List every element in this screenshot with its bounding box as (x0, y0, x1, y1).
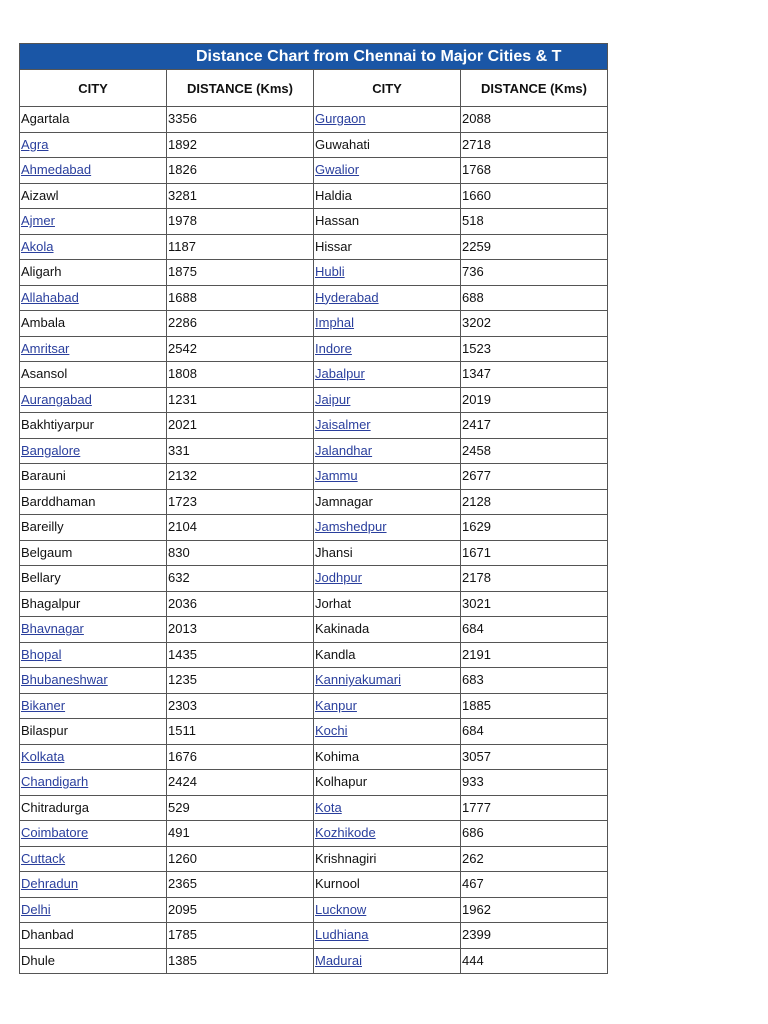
city-link[interactable]: Amritsar (21, 340, 70, 356)
distance-cell-left: 1435 (167, 642, 314, 668)
table-row (20, 642, 608, 668)
city-link[interactable]: Kolkata (21, 748, 65, 764)
table-row (20, 719, 608, 745)
table-body (20, 107, 608, 974)
distance-cell-right: 2259 (461, 234, 608, 260)
city-link[interactable]: Lucknow (315, 901, 367, 917)
distance-cell-right: 1347 (461, 362, 608, 388)
city-link[interactable]: Allahabad (21, 289, 79, 305)
city-cell-left: Aligarh (20, 260, 167, 286)
distance-cell-left: 1723 (167, 489, 314, 515)
city-cell-left (20, 668, 167, 694)
distance-table (19, 69, 608, 974)
distance-cell-right: 444 (461, 948, 608, 974)
distance-cell-right: 2128 (461, 489, 608, 515)
distance-cell-left: 1826 (167, 158, 314, 184)
city-cell-right (314, 719, 461, 745)
distance-cell-left: 1676 (167, 744, 314, 770)
sheet-title: Distance Chart from Chennai to Major Cities & T (19, 43, 608, 69)
distance-cell-left: 632 (167, 566, 314, 592)
city-cell-left: Ambala (20, 311, 167, 337)
city-cell-right (314, 413, 461, 439)
city-link[interactable]: Hubli (315, 264, 345, 280)
distance-cell-left: 2013 (167, 617, 314, 643)
table-row (20, 107, 608, 133)
city-link[interactable]: Bhubaneshwar (21, 672, 108, 688)
city-cell-right: Krishnagiri (314, 846, 461, 872)
city-cell-right: Jamnagar (314, 489, 461, 515)
table-row (20, 693, 608, 719)
city-link[interactable]: Jamshedpur (315, 519, 387, 535)
distance-cell-left: 830 (167, 540, 314, 566)
distance-cell-right: 1671 (461, 540, 608, 566)
city-link[interactable]: Bikaner (21, 697, 66, 713)
table-row (20, 260, 608, 286)
city-cell-left (20, 438, 167, 464)
city-cell-right: Kakinada (314, 617, 461, 643)
city-cell-right (314, 923, 461, 949)
distance-cell-right: 518 (461, 209, 608, 235)
distance-cell-left: 2424 (167, 770, 314, 796)
table-row (20, 795, 608, 821)
city-cell-right (314, 438, 461, 464)
city-link[interactable]: Coimbatore (21, 825, 89, 841)
distance-cell-right: 2178 (461, 566, 608, 592)
distance-cell-right: 3202 (461, 311, 608, 337)
distance-cell-right: 1523 (461, 336, 608, 362)
table-row (20, 387, 608, 413)
city-cell-right (314, 515, 461, 541)
city-link[interactable]: Hyderabad (315, 289, 379, 305)
city-link[interactable]: Jabalpur (315, 366, 365, 382)
city-cell-left: Dhanbad (20, 923, 167, 949)
distance-cell-left: 1235 (167, 668, 314, 694)
city-link[interactable]: Kota (315, 799, 342, 815)
distance-cell-left: 491 (167, 821, 314, 847)
city-link[interactable]: Chandigarh (21, 774, 89, 790)
city-cell-left (20, 158, 167, 184)
city-link[interactable]: Akola (21, 238, 54, 254)
distance-cell-left: 2286 (167, 311, 314, 337)
city-cell-left (20, 387, 167, 413)
table-row (20, 872, 608, 898)
distance-cell-right: 2458 (461, 438, 608, 464)
table-row (20, 846, 608, 872)
city-cell-right: Kandla (314, 642, 461, 668)
city-link[interactable]: Gwalior (315, 162, 360, 178)
city-cell-right (314, 693, 461, 719)
distance-cell-left: 1785 (167, 923, 314, 949)
city-link[interactable]: Kozhikode (315, 825, 376, 841)
table-row (20, 897, 608, 923)
city-link[interactable]: Kanniyakumari (315, 672, 401, 688)
table-row (20, 489, 608, 515)
table-row (20, 158, 608, 184)
city-link[interactable]: Ahmedabad (21, 162, 92, 178)
distance-cell-right: 1885 (461, 693, 608, 719)
city-cell-right (314, 464, 461, 490)
table-row (20, 566, 608, 592)
city-cell-left (20, 693, 167, 719)
city-link[interactable]: Jaipur (315, 391, 351, 407)
distance-cell-left: 3281 (167, 183, 314, 209)
city-cell-right: Guwahati (314, 132, 461, 158)
distance-cell-left: 2021 (167, 413, 314, 439)
distance-cell-left: 1231 (167, 387, 314, 413)
table-row (20, 183, 608, 209)
distance-cell-right: 262 (461, 846, 608, 872)
distance-cell-right: 2088 (461, 107, 608, 133)
distance-cell-right: 688 (461, 285, 608, 311)
distance-cell-left: 1892 (167, 132, 314, 158)
table-row (20, 515, 608, 541)
city-link[interactable]: Ludhiana (315, 927, 369, 943)
distance-cell-right: 683 (461, 668, 608, 694)
distance-sheet (19, 43, 608, 974)
distance-cell-left: 1875 (167, 260, 314, 286)
city-link[interactable]: Madurai (315, 952, 362, 968)
city-cell-left (20, 770, 167, 796)
table-row (20, 209, 608, 235)
distance-cell-right: 686 (461, 821, 608, 847)
city-cell-left: Agartala (20, 107, 167, 133)
city-link[interactable]: Bhopal (21, 646, 62, 662)
city-cell-left (20, 846, 167, 872)
city-link[interactable]: Bangalore (21, 442, 81, 458)
distance-cell-right: 1768 (461, 158, 608, 184)
table-row (20, 744, 608, 770)
distance-cell-right: 684 (461, 719, 608, 745)
city-cell-left (20, 897, 167, 923)
city-cell-right: Kohima (314, 744, 461, 770)
city-cell-right (314, 158, 461, 184)
city-cell-right (314, 821, 461, 847)
header-row (20, 70, 608, 107)
table-row (20, 413, 608, 439)
city-cell-left (20, 336, 167, 362)
distance-cell-right: 2019 (461, 387, 608, 413)
distance-cell-left: 1511 (167, 719, 314, 745)
distance-cell-right: 736 (461, 260, 608, 286)
distance-cell-right: 2417 (461, 413, 608, 439)
table-row (20, 668, 608, 694)
city-link[interactable]: Bhavnagar (21, 621, 84, 637)
distance-cell-left: 2365 (167, 872, 314, 898)
city-link[interactable]: Agra (21, 136, 49, 152)
distance-cell-right: 467 (461, 872, 608, 898)
distance-cell-right: 933 (461, 770, 608, 796)
city-cell-right (314, 362, 461, 388)
city-cell-left: Asansol (20, 362, 167, 388)
table-row (20, 540, 608, 566)
city-cell-right: Kurnool (314, 872, 461, 898)
city-cell-left: Bellary (20, 566, 167, 592)
city-link[interactable]: Jodhpur (315, 570, 362, 586)
city-cell-left (20, 209, 167, 235)
distance-cell-left: 1187 (167, 234, 314, 260)
table-row (20, 770, 608, 796)
city-link[interactable]: Gurgaon (315, 111, 366, 127)
city-cell-left: Belgaum (20, 540, 167, 566)
distance-cell-left: 1978 (167, 209, 314, 235)
city-link[interactable]: Jalandhar (315, 442, 373, 458)
city-cell-left: Barauni (20, 464, 167, 490)
city-cell-left: Barddhaman (20, 489, 167, 515)
header-distance-left: DISTANCE (Kms) (167, 70, 314, 107)
distance-cell-right: 2718 (461, 132, 608, 158)
city-cell-left (20, 872, 167, 898)
distance-cell-right: 684 (461, 617, 608, 643)
table-row (20, 617, 608, 643)
city-link[interactable]: Ajmer (21, 213, 55, 229)
city-link[interactable]: Kanpur (315, 697, 357, 713)
city-link[interactable]: Jammu (315, 468, 358, 484)
city-cell-left: Chitradurga (20, 795, 167, 821)
table-row (20, 948, 608, 974)
city-cell-left (20, 285, 167, 311)
distance-cell-left: 331 (167, 438, 314, 464)
city-link[interactable]: Indore (315, 340, 352, 356)
table-row (20, 336, 608, 362)
table-row (20, 821, 608, 847)
city-cell-right (314, 285, 461, 311)
table-row (20, 464, 608, 490)
city-link[interactable]: Aurangabad (21, 391, 92, 407)
city-cell-left (20, 744, 167, 770)
city-cell-right (314, 795, 461, 821)
header-city-left: CITY (20, 70, 167, 107)
city-cell-left (20, 642, 167, 668)
city-cell-left (20, 617, 167, 643)
city-cell-right: Hassan (314, 209, 461, 235)
distance-cell-left: 529 (167, 795, 314, 821)
city-cell-left: Bilaspur (20, 719, 167, 745)
distance-cell-left: 1385 (167, 948, 314, 974)
city-cell-right (314, 387, 461, 413)
distance-cell-left: 2095 (167, 897, 314, 923)
city-cell-left: Dhule (20, 948, 167, 974)
distance-cell-left: 2542 (167, 336, 314, 362)
table-row (20, 591, 608, 617)
city-cell-right (314, 260, 461, 286)
city-cell-left: Bhagalpur (20, 591, 167, 617)
table-row (20, 362, 608, 388)
city-cell-left (20, 821, 167, 847)
distance-cell-left: 1808 (167, 362, 314, 388)
city-cell-right (314, 668, 461, 694)
distance-cell-left: 3356 (167, 107, 314, 133)
distance-cell-left: 2036 (167, 591, 314, 617)
distance-cell-left: 2303 (167, 693, 314, 719)
table-row (20, 132, 608, 158)
header-distance-right: DISTANCE (Kms) (461, 70, 608, 107)
distance-cell-right: 1777 (461, 795, 608, 821)
distance-cell-right: 3057 (461, 744, 608, 770)
distance-cell-right: 1629 (461, 515, 608, 541)
city-link[interactable]: Cuttack (21, 850, 66, 866)
city-cell-right (314, 107, 461, 133)
city-cell-right (314, 336, 461, 362)
distance-cell-left: 2104 (167, 515, 314, 541)
header-city-right: CITY (314, 70, 461, 107)
city-cell-right: Jorhat (314, 591, 461, 617)
city-cell-left (20, 132, 167, 158)
city-cell-right: Jhansi (314, 540, 461, 566)
city-link[interactable]: Dehradun (21, 876, 79, 892)
city-cell-right (314, 311, 461, 337)
distance-cell-right: 2191 (461, 642, 608, 668)
distance-cell-left: 2132 (167, 464, 314, 490)
city-cell-left (20, 234, 167, 260)
distance-cell-right: 1962 (461, 897, 608, 923)
city-cell-right: Haldia (314, 183, 461, 209)
city-link[interactable]: Kochi (315, 723, 348, 739)
distance-cell-right: 2399 (461, 923, 608, 949)
city-cell-right: Kolhapur (314, 770, 461, 796)
city-link[interactable]: Delhi (21, 901, 51, 917)
city-cell-right (314, 948, 461, 974)
table-row (20, 923, 608, 949)
city-cell-right (314, 897, 461, 923)
city-cell-left: Bakhtiyarpur (20, 413, 167, 439)
table-row (20, 285, 608, 311)
city-cell-right (314, 566, 461, 592)
table-row (20, 438, 608, 464)
city-link[interactable]: Imphal (315, 315, 355, 331)
distance-cell-right: 1660 (461, 183, 608, 209)
distance-cell-right: 2677 (461, 464, 608, 490)
table-row (20, 311, 608, 337)
distance-cell-left: 1688 (167, 285, 314, 311)
city-cell-left: Bareilly (20, 515, 167, 541)
distance-cell-left: 1260 (167, 846, 314, 872)
table-row (20, 234, 608, 260)
city-cell-right: Hissar (314, 234, 461, 260)
city-link[interactable]: Jaisalmer (315, 417, 371, 433)
distance-cell-right: 3021 (461, 591, 608, 617)
city-cell-left: Aizawl (20, 183, 167, 209)
